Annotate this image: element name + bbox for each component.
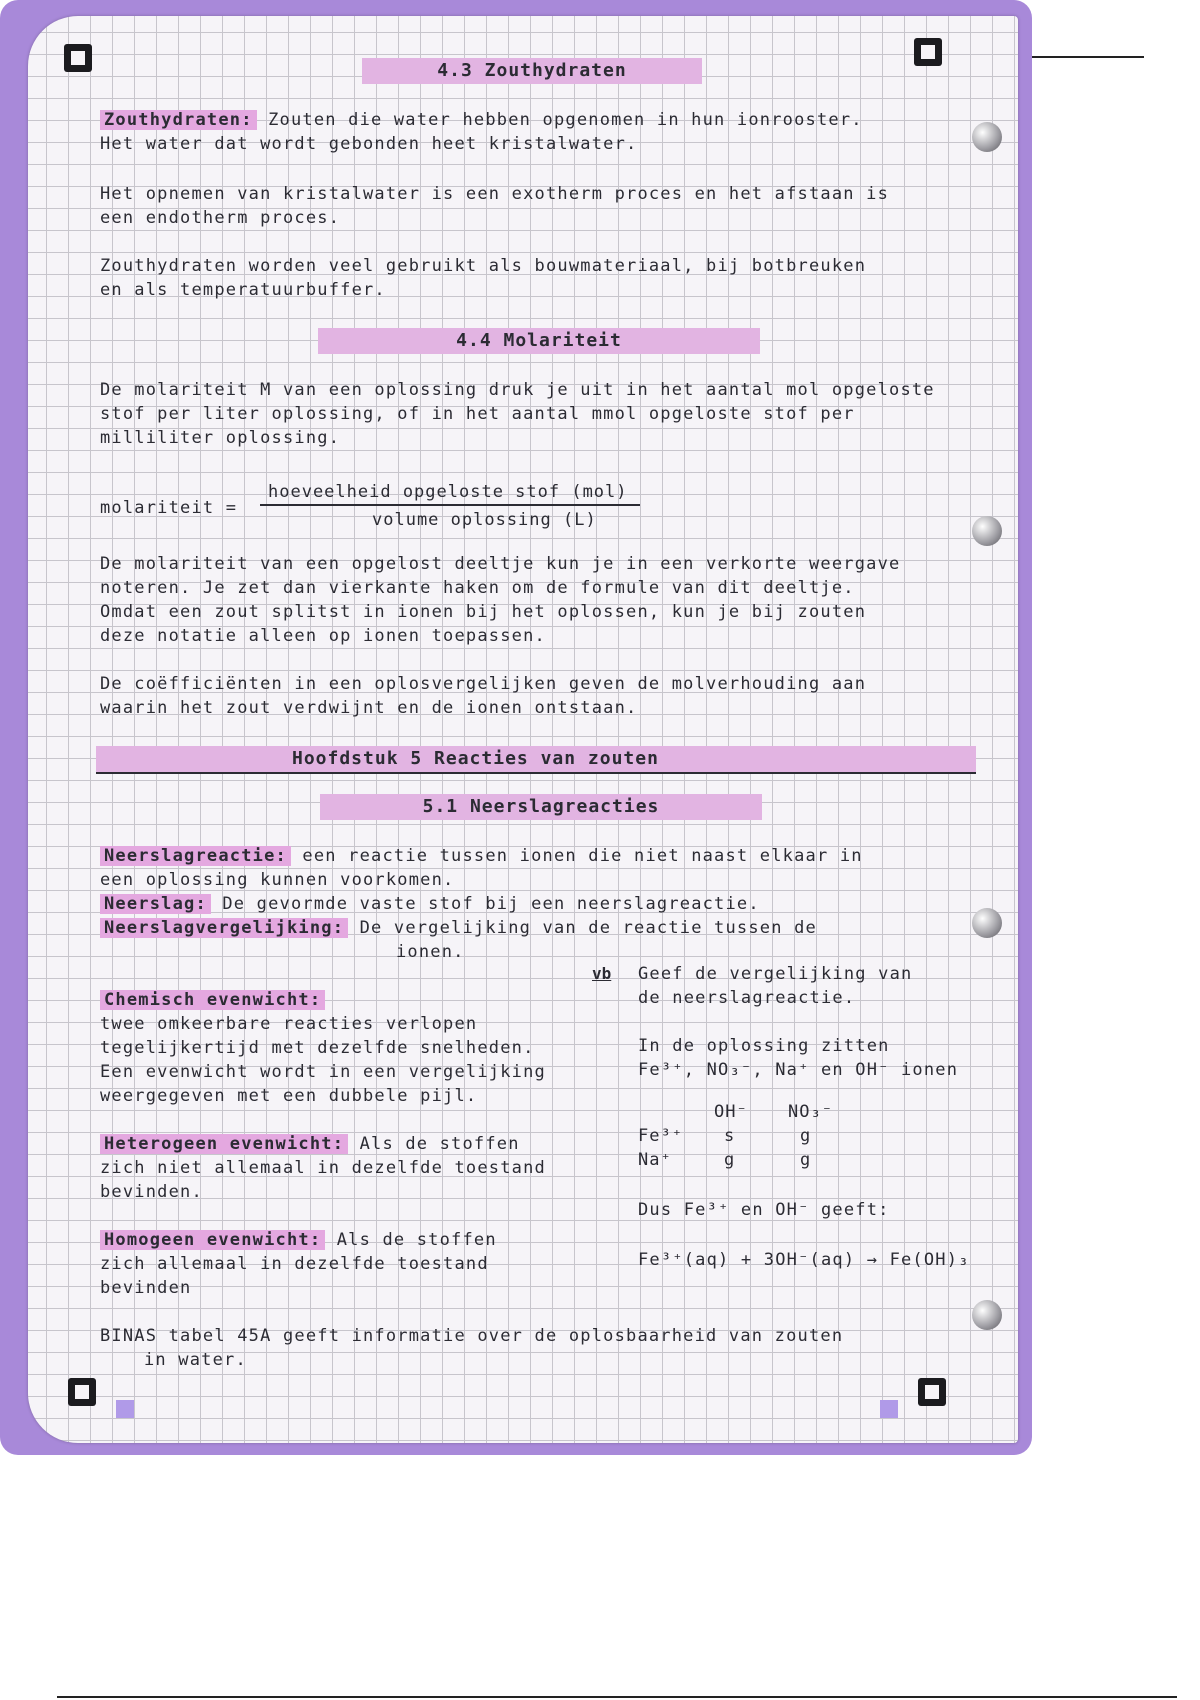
table-cell: g [724, 1150, 736, 1170]
grid-paper-sheet [28, 16, 1018, 1443]
text-line: een endotherm proces. [100, 208, 341, 228]
table-cell: g [800, 1150, 812, 1170]
term-neerslagreactie-line: Neerslagreactie: een reactie tussen ionen die niet naast elkaar in [100, 844, 863, 868]
text-line: De coëfficiënten in een oplosvergelijken geven de molverhouding aan [100, 674, 867, 694]
example-question: de neerslagreactie. [638, 988, 856, 1008]
text-line: deze notatie alleen op ionen toepassen. [100, 626, 546, 646]
text-line: noteren. Je zet dan vierkante haken om de formule van dit deeltje. [100, 578, 855, 598]
bottom-rule [57, 1696, 1177, 1698]
section-heading-5-1: 5.1 Neerslagreacties [320, 794, 762, 820]
text-line: Zouthydraten worden veel gebruikt als bouwmateriaal, bij botbreuken [100, 256, 867, 276]
text-line: een oplossing kunnen voorkomen. [100, 870, 455, 890]
punch-hole-icon [972, 122, 1002, 152]
corner-square-right-icon [880, 1400, 898, 1418]
text-line: Het opnemen van kristalwater is een exotherm proces en het afstaan is [100, 184, 890, 204]
example-label: vb [592, 964, 612, 983]
example-equation: Fe³⁺(aq) + 3OH⁻(aq) → Fe(OH)₃ [638, 1250, 970, 1270]
table-cell: s [724, 1126, 736, 1146]
text-line: De molariteit M van een oplossing druk je uit in het aantal mol opgeloste [100, 380, 935, 400]
term-neerslag-line: Neerslag: De gevormde vaste stof bij een neerslagreactie. [100, 892, 760, 916]
table-header-cell: OH⁻ [714, 1102, 748, 1122]
text-line: stof per liter oplossing, of in het aantal mmol opgeloste stof per [100, 404, 855, 424]
text-line: in water. [144, 1350, 247, 1370]
text-line: zich allemaal in dezelfde toestand [100, 1254, 489, 1274]
punch-hole-icon [972, 1300, 1002, 1330]
formula-denominator: volume oplossing (L) [372, 510, 597, 530]
corner-mark-bottom-left-icon [68, 1378, 96, 1406]
text-line: zich niet allemaal in dezelfde toestand [100, 1158, 546, 1178]
formula-label: molariteit = [100, 498, 238, 518]
term-zouthydraten: Zouthydraten: [100, 110, 257, 130]
text-line: Een evenwicht wordt in een vergelijking [100, 1062, 546, 1082]
term-homogeen-evenwicht: Homogeen evenwicht: [100, 1230, 325, 1250]
chapter-heading-text: Hoofdstuk 5 Reacties van zouten [292, 748, 659, 769]
chapter-heading [96, 746, 976, 774]
text-line: bevinden. [100, 1182, 203, 1202]
table-header-cell: NO₃⁻ [788, 1102, 833, 1122]
term-chemisch-evenwicht: Chemisch evenwicht: [100, 990, 325, 1010]
text-line: ionen. [396, 942, 465, 962]
table-row-label: Fe³⁺ [638, 1126, 683, 1146]
top-rule [1032, 56, 1144, 58]
term-heterogeen-line: Heterogeen evenwicht: Als de stoffen [100, 1132, 520, 1156]
formula-numerator: hoeveelheid opgeloste stof (mol) [268, 482, 628, 502]
term-neerslagvergelijking: Neerslagvergelijking: [100, 918, 348, 938]
corner-mark-top-right-icon [914, 38, 942, 66]
section-heading-4-3: 4.3 Zouthydraten [362, 58, 702, 84]
text-line: De molariteit van een opgelost deeltje kun je in een verkorte weergave [100, 554, 901, 574]
corner-mark-bottom-right-icon [918, 1378, 946, 1406]
text-line: bevinden [100, 1278, 192, 1298]
text-line: BINAS tabel 45A geeft informatie over de oplosbaarheid van zouten [100, 1326, 844, 1346]
term-neerslag: Neerslag: [100, 894, 211, 914]
example-conclusion: Dus Fe³⁺ en OH⁻ geeft: [638, 1200, 890, 1220]
table-cell: g [800, 1126, 812, 1146]
corner-mark-top-left-icon [64, 44, 92, 72]
example-ions: In de oplossing zitten [638, 1036, 890, 1056]
text-line: twee omkeerbare reacties verlopen [100, 1014, 478, 1034]
example-ions: Fe³⁺, NO₃⁻, Na⁺ en OH⁻ ionen [638, 1060, 959, 1080]
text-line: Omdat een zout splitst in ionen bij het oplossen, kun je bij zouten [100, 602, 867, 622]
term-neerslagvergelijking-line: Neerslagvergelijking: De vergelijking van de reactie tussen de [100, 916, 817, 940]
term-homogeen-line: Homogeen evenwicht: Als de stoffen [100, 1228, 497, 1252]
term-chemisch-evenwicht-line [100, 988, 325, 1012]
corner-square-left-icon [116, 1400, 134, 1418]
fraction-bar [260, 504, 640, 506]
text-line: en als temperatuurbuffer. [100, 280, 386, 300]
text-line: waarin het zout verdwijnt en de ionen ontstaan. [100, 698, 638, 718]
text-line: tegelijkertijd met dezelfde snelheden. [100, 1038, 535, 1058]
punch-hole-icon [972, 908, 1002, 938]
zouthydraten-definition: Zouthydraten: Zouten die water hebben opgenomen in hun ionrooster. [100, 108, 863, 132]
text-line: milliliter oplossing. [100, 428, 341, 448]
punch-hole-icon [972, 516, 1002, 546]
term-neerslagreactie: Neerslagreactie: [100, 846, 291, 866]
text-line: weergegeven met een dubbele pijl. [100, 1086, 478, 1106]
section-heading-4-4: 4.4 Molariteit [318, 328, 760, 354]
example-question: Geef de vergelijking van [638, 964, 913, 984]
text-line: Het water dat wordt gebonden heet kristalwater. [100, 134, 638, 154]
table-row-label: Na⁺ [638, 1150, 672, 1170]
term-heterogeen-evenwicht: Heterogeen evenwicht: [100, 1134, 348, 1154]
